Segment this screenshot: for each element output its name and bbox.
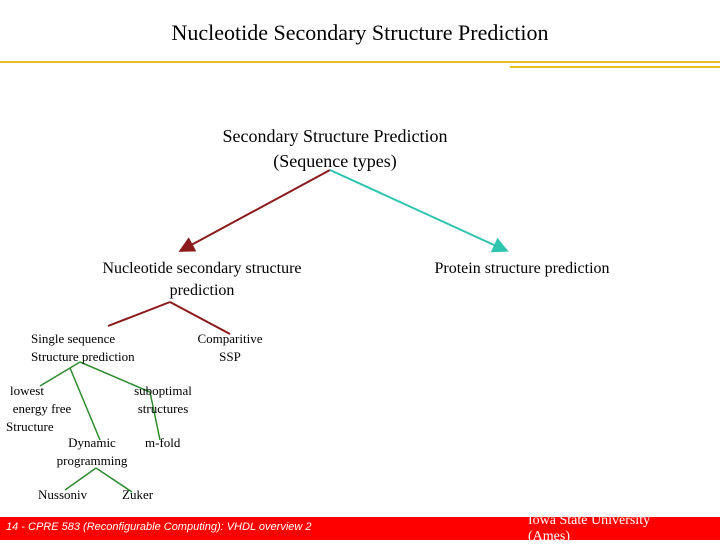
node-lowest-energy: [4, 382, 80, 436]
node-suboptimal-line1: suboptimal: [134, 383, 192, 398]
node-single-line2: Structure prediction: [31, 349, 135, 364]
node-suboptimal-line2: structures: [137, 401, 189, 416]
node-zuker: Zuker: [122, 487, 154, 502]
node-mfold: m-fold: [145, 435, 181, 450]
slide-title: Nucleotide Secondary Structure Prediction: [171, 20, 549, 45]
node-nucleotide-line2: prediction: [169, 282, 235, 299]
node-nussoniv: Nussoniv: [38, 487, 88, 502]
node-comparative-line2: SSP: [219, 349, 241, 364]
footer-brand-line2: (Ames): [528, 529, 570, 544]
node-lowest-line2: energy free: [12, 401, 72, 416]
node-single-sequence: [31, 330, 135, 366]
node-comparative-line1: Comparitive: [197, 331, 263, 346]
node-dynamic-programming: [50, 434, 134, 470]
node-suboptimal: [128, 382, 198, 418]
node-nucleotide-line1: Nucleotide secondary structure: [102, 260, 302, 277]
node-root: [180, 124, 490, 174]
node-lowest-line3: Structure: [6, 419, 54, 434]
footer-brand-line1: Iowa State University: [528, 513, 651, 528]
edge-nucleotide-single: [108, 302, 170, 326]
node-dynamic-line2: programming: [56, 453, 128, 468]
edge-root-protein: [330, 170, 505, 250]
node-single-line1: Single sequence: [31, 331, 116, 346]
node-nucleotide: [82, 258, 322, 302]
node-root-line1: Secondary Structure Prediction: [222, 126, 448, 146]
footer-brand: [528, 513, 650, 545]
node-dynamic-line1: Dynamic: [68, 435, 116, 450]
node-comparative: [190, 330, 270, 366]
node-protein: Protein structure prediction: [434, 260, 610, 277]
node-root-line2: (Sequence types): [273, 151, 397, 171]
footer-text: 14 - CPRE 583 (Reconfigurable Computing): VHDL overview 2: [6, 521, 312, 533]
edge-root-nucleotide: [182, 170, 330, 250]
node-lowest-line1: lowest: [10, 383, 44, 398]
